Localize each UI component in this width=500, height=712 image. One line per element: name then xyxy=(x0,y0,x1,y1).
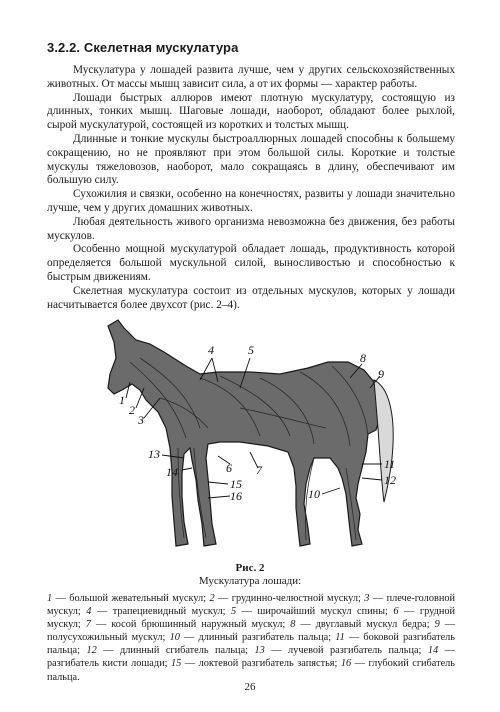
label-10: 10 xyxy=(308,487,320,501)
paragraph: Любая деятельность живого организма невозможна без движения, без работы мускулов. xyxy=(47,215,455,242)
label-8: 8 xyxy=(360,351,366,365)
figure-number: Рис. 2 xyxy=(235,562,265,574)
legend-item: 3 — плече-головной мускул; xyxy=(47,593,456,618)
label-7: 7 xyxy=(256,463,262,477)
legend-item: 7 — косой брюшинный наружный мускул; xyxy=(85,619,286,631)
label-4: 4 xyxy=(208,343,214,357)
paragraph: Сухожилия и связки, особенно на конечностях, развиты у лошади значительно лучше, чем у других домашних животных. xyxy=(47,188,455,214)
section-heading: 3.2.2. Скелетная мускулатура xyxy=(47,40,239,55)
label-13: 13 xyxy=(148,447,160,461)
legend-item: 4 — трапециевидный мускул; xyxy=(86,606,226,618)
legend-item: 8 — двуглавый мускул бедра; xyxy=(290,619,430,631)
legend-item: 14 — разгибатель кисти лошади; xyxy=(47,645,455,670)
legend-item: 15 — локтевой разгибатель запястья; xyxy=(170,658,338,670)
paragraph: Особенно мощной мускулатурой обладает лошадь, продуктивность которой определяется большой мускульной силой, выносливостью и способностью к быстрым движениям. xyxy=(47,243,455,283)
label-1: 1 xyxy=(119,393,125,407)
legend-item: 10 — длинный разгибатель пальца; xyxy=(169,632,332,644)
label-5: 5 xyxy=(248,343,254,357)
horse-silhouette xyxy=(108,320,380,546)
page-number: 26 xyxy=(244,681,256,693)
paragraph: Скелетная мускулатура состоит из отдельных мускулов, которых у лошади насчитывается более двухсот (рис. 2–4). xyxy=(47,284,455,311)
legend-item: 9 — полусухожильный мускул; xyxy=(47,619,456,644)
label-3: 3 xyxy=(138,413,144,427)
legend-item: 11 — боковой разгибатель пальца; xyxy=(47,632,455,657)
body-text xyxy=(47,64,455,312)
legend-item: 1 — большой жевательный мускул; xyxy=(47,593,207,604)
legend-item: 5 — широчайший мускул спины; xyxy=(230,606,388,618)
legend-item: 6 — грудной мускул; xyxy=(47,606,456,631)
paragraph: Длинные и тонкие мускулы быстроаллюрных лошадей способны к большему сокращению, но не проявляют при этом большой силы. Короткие и толстые мускулы тяжеловозов, наоборот, мало сокращаясь в длину, обеспечивают им большую силу. xyxy=(47,132,455,187)
paragraph: Лошади быстрых аллюров имеют плотную мускулатуру, состоящую из длинных, тонких мышц. Шаговые лошади, наоборот, обладают более рыхлой, сырой мускулатурой, состоящей из коротких и толстых мышц. xyxy=(47,91,455,132)
label-2: 2 xyxy=(129,403,135,417)
legend-item: 2 — грудинно-челюстной мускул; xyxy=(209,593,361,604)
paragraph: Мускулатура у лошадей развита лучше, чем у других сельскохозяйственных животных. От массы мышц зависит сила, а от их формы — характер работы. xyxy=(47,64,455,90)
legend-item: 12 — длинный сгибатель пальца; xyxy=(86,645,248,657)
label-16: 16 xyxy=(230,489,242,503)
horse-musculature-illustration xyxy=(100,318,430,556)
label-9: 9 xyxy=(378,367,384,381)
label-15: 15 xyxy=(230,477,242,491)
label-14: 14 xyxy=(166,465,178,479)
label-11: 11 xyxy=(384,457,396,471)
label-6: 6 xyxy=(226,461,232,475)
figure-title: Мускулатура лошади: xyxy=(198,575,302,587)
legend-item: 16 — глубокий сгибатель пальца. xyxy=(47,658,456,683)
legend-item: 13 — лучевой разгибатель пальца; xyxy=(254,645,422,657)
label-12: 12 xyxy=(384,473,396,487)
horse-musculature-figure xyxy=(100,318,430,556)
figure-legend xyxy=(47,592,455,684)
